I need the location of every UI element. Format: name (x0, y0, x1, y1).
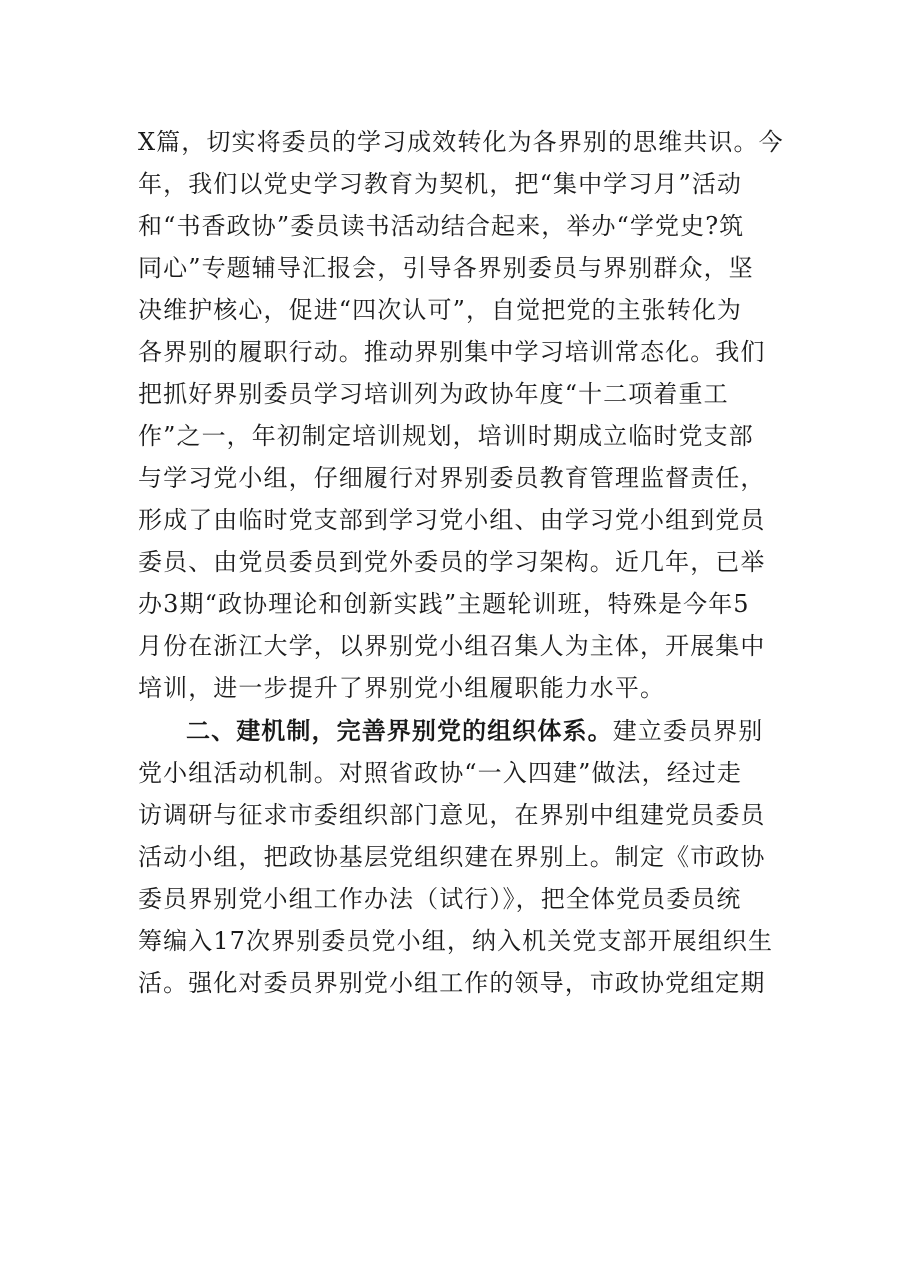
paragraph-line: 形成了由临时党支部到学习党小组、由学习党小组到党员 (138, 506, 766, 534)
section-heading-line (186, 711, 778, 751)
paragraph-line: 活动小组，把政协基层党组织建在界别上。制定《市政协 (138, 843, 766, 871)
paragraph-line: 党小组活动机制。对照省政协“一入四建”做法，经过走 (138, 759, 743, 787)
paragraph-line: 月份在浙江大学，以界别党小组召集人为主体，开展集中 (138, 632, 766, 660)
paragraph-line: 和“书香政协”委员读书活动结合起来，举办“学党史?筑 (138, 212, 745, 240)
paragraph-line: X篇，切实将委员的学习成效转化为各界别的思维共识。今 (138, 128, 784, 156)
paragraph-line: 决维护核心，促进“四次认可”，自觉把党的主张转化为 (138, 296, 743, 324)
paragraph-line: 同心”专题辅导汇报会，引导各界别委员与界别群众，坚 (138, 254, 754, 282)
paragraph-line: 各界别的履职行动。推动界别集中学习培训常态化。我们 (138, 338, 766, 366)
paragraph-line: 委员、由党员委员到党外委员的学习架构。近几年，已举 (138, 548, 766, 576)
paragraph-line: 活。强化对委员界别党小组工作的领导，市政协党组定期 (138, 969, 766, 997)
paragraph-line: 年，我们以党史学习教育为契机，把“集中学习月”活动 (138, 170, 743, 198)
paragraph-line: 培训，进一步提升了界别党小组履职能力水平。 (138, 674, 666, 702)
paragraph-line: 委员界别党小组工作办法（试行）》，把全体党员委员统 (138, 885, 742, 913)
paragraph-line: 与学习党小组，仔细履行对界别委员教育管理监督责任， (138, 464, 766, 492)
paragraph-line: 作”之一，年初制定培训规划，培训时期成立临时党支部 (138, 422, 754, 450)
paragraph-line: 把抓好界别委员学习培训列为政协年度“十二项着重工 (138, 380, 729, 408)
section-heading: 二、建机制，完善界别党的组织体系。 (186, 716, 613, 745)
paragraph-line: 办3期“政协理论和创新实践”主题轮训班，特殊是今年5 (138, 590, 750, 618)
paragraph-line: 筹编入17次界别委员党小组，纳入机关党支部开展组织生 (138, 927, 774, 955)
paragraph-line: 访调研与征求市委组织部门意见，在界别中组建党员委员 (138, 801, 766, 829)
section-heading-continuation: 建立委员界别 (612, 717, 764, 745)
